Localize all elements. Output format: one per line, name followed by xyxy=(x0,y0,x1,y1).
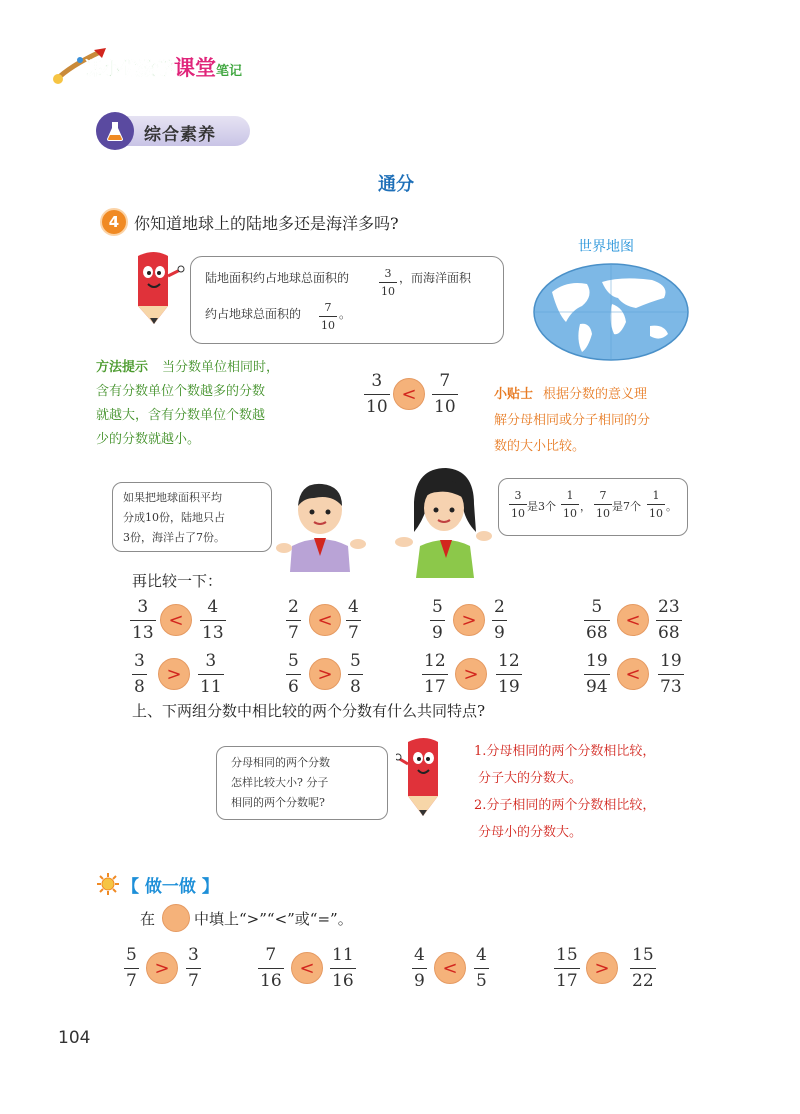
ex4-answer-circle[interactable]: > xyxy=(586,952,618,984)
row1-item3-left: 5 9 xyxy=(432,597,443,643)
method-hint-line1: 当分数单位相同时， xyxy=(162,360,280,375)
girl-frac-c: 7 10 xyxy=(596,489,610,520)
tip-line2: 解分母相同或分子相同的分 xyxy=(494,413,651,428)
ex3-answer-circle[interactable]: < xyxy=(434,952,466,984)
sun-icon xyxy=(96,872,120,896)
row2-item1-sign: > xyxy=(158,658,190,690)
logo-text-main: 课小优数学 xyxy=(84,59,174,80)
answer-line1: 1.分母相同的两个分数相比较， xyxy=(474,744,656,759)
blank-circle-icon xyxy=(162,904,190,932)
boy-bubble-line3: 3份，海洋占了7份。 xyxy=(123,531,225,544)
row2-item1-right: 3 11 xyxy=(200,651,222,697)
speech-bubble-boy xyxy=(112,482,272,552)
pencil-bubble-line3: 相同的两个分数呢? xyxy=(231,796,325,809)
tip-line1: 根据分数的意义理 xyxy=(543,387,648,402)
girl-frac-d: 1 10 xyxy=(649,489,663,520)
section-banner xyxy=(96,112,256,150)
method-hint-line3: 就越大，含有分数单位个数越 xyxy=(96,408,266,423)
exercise-instruction-pre: 在 xyxy=(140,910,156,928)
bubble-line1-text: 陆地面积约占地球总面积的 xyxy=(205,271,350,285)
header-logo xyxy=(50,42,310,86)
girl-text-2: ， xyxy=(580,500,591,513)
logo-text-small: 笔记 xyxy=(216,64,243,79)
method-hint-label: 方法提示 xyxy=(96,360,149,375)
answer-line4: 分母小的分数大。 xyxy=(478,825,583,840)
question-2-text: 上、下两组分数中相比较的两个分数有什么共同特点? xyxy=(132,702,486,720)
girl-text-4: 。 xyxy=(666,500,677,513)
speech-bubble-pencil xyxy=(216,746,388,820)
girl-text-1: 是3个 xyxy=(527,500,556,513)
ex1-left: 5 7 xyxy=(126,945,137,991)
ex4-right: 15 22 xyxy=(632,945,654,991)
speech-bubble-land-ocean xyxy=(190,256,504,344)
girl-text-3: 是7个 xyxy=(612,500,641,513)
pencil-bubble-line1: 分母相同的两个分数 xyxy=(231,756,330,769)
pencil-bubble-line2: 怎样比较大小? 分子 xyxy=(231,776,329,789)
row2-item4-sign: < xyxy=(617,658,649,690)
pencil-character xyxy=(124,248,186,328)
row2-item2-left: 5 6 xyxy=(288,651,299,697)
speech-bubble-girl xyxy=(498,478,688,536)
main-compare-right: 7 10 xyxy=(434,371,456,417)
answer-line3: 2.分子相同的两个分数相比较， xyxy=(474,798,656,813)
row1-item1-left: 3 13 xyxy=(132,597,154,643)
row1-item2-right: 4 7 xyxy=(348,597,359,643)
tip-box xyxy=(494,382,650,460)
exercise-instruction-post: 中填上“>”“<”或“=”。 xyxy=(194,910,353,928)
logo-text-accent: 课堂 xyxy=(174,56,216,80)
row1-item2-sign: < xyxy=(309,604,341,636)
ex2-right: 11 16 xyxy=(332,945,354,991)
row1-item4-left: 5 68 xyxy=(586,597,608,643)
row2-item2-sign: > xyxy=(309,658,341,690)
row1-item2-left: 2 7 xyxy=(288,597,299,643)
question-text: 你知道地球上的陆地多还是海洋多吗? xyxy=(134,214,399,233)
page-number: 104 xyxy=(58,1028,91,1048)
row1-item1-right: 4 13 xyxy=(202,597,224,643)
row2-item4-right: 19 73 xyxy=(660,651,682,697)
tip-line3: 数的大小比较。 xyxy=(494,439,586,454)
ex1-answer-circle[interactable]: > xyxy=(146,952,178,984)
fraction-land: 3 10 xyxy=(381,267,395,298)
ex3-left: 4 9 xyxy=(414,945,425,991)
row2-item4-left: 19 94 xyxy=(586,651,608,697)
page-title: 通分 xyxy=(378,174,414,195)
map-label: 世界地图 xyxy=(578,239,634,255)
method-hint-line2: 含有分数单位个数越多的分数 xyxy=(96,384,266,399)
ex2-left: 7 16 xyxy=(260,945,282,991)
main-compare-left: 3 10 xyxy=(366,371,388,417)
question-number-badge: 4 xyxy=(100,208,128,236)
girl-illustration xyxy=(384,462,500,580)
section-banner-label: 综合素养 xyxy=(144,125,216,145)
answers-block xyxy=(474,738,655,846)
row2-item3-sign: > xyxy=(455,658,487,690)
ex2-answer-circle[interactable]: < xyxy=(291,952,323,984)
bubble-line2-text: 约占地球总面积的 xyxy=(205,307,302,321)
ex3-right: 4 5 xyxy=(476,945,487,991)
ex4-left: 15 17 xyxy=(556,945,578,991)
compare-again-label: 再比较一下： xyxy=(132,572,223,590)
row1-item4-right: 23 68 xyxy=(658,597,680,643)
bubble-line1-post: ，而海洋面积 xyxy=(399,271,472,285)
main-compare-sign: < xyxy=(393,378,425,410)
row2-item1-left: 3 8 xyxy=(134,651,145,697)
row2-item2-right: 5 8 xyxy=(350,651,361,697)
row1-item4-sign: < xyxy=(617,604,649,636)
row1-item3-sign: > xyxy=(453,604,485,636)
ex1-right: 3 7 xyxy=(188,945,199,991)
tip-label: 小贴士 xyxy=(494,387,534,402)
girl-frac-b: 1 10 xyxy=(563,489,577,520)
answer-line2: 分子大的分数大。 xyxy=(478,771,583,786)
pencil-character-2 xyxy=(396,734,452,820)
boy-illustration xyxy=(270,476,370,574)
world-map-image xyxy=(532,262,690,362)
flask-icon xyxy=(96,112,134,150)
bubble-line2-post: 。 xyxy=(339,307,352,321)
row2-item3-right: 12 19 xyxy=(498,651,520,697)
boy-bubble-line2: 分成10份，陆地只占 xyxy=(123,511,225,524)
fraction-ocean: 7 10 xyxy=(321,301,335,332)
exercise-heading: 【 做一做 】 xyxy=(122,877,219,897)
girl-frac-a: 3 10 xyxy=(511,489,525,520)
method-hint-line4: 少的分数就越小。 xyxy=(96,432,201,447)
row1-item1-sign: < xyxy=(160,604,192,636)
method-hint xyxy=(96,356,279,452)
row1-item3-right: 2 9 xyxy=(494,597,505,643)
boy-bubble-line1: 如果把地球面积平均 xyxy=(123,491,222,504)
row2-item3-left: 12 17 xyxy=(424,651,446,697)
